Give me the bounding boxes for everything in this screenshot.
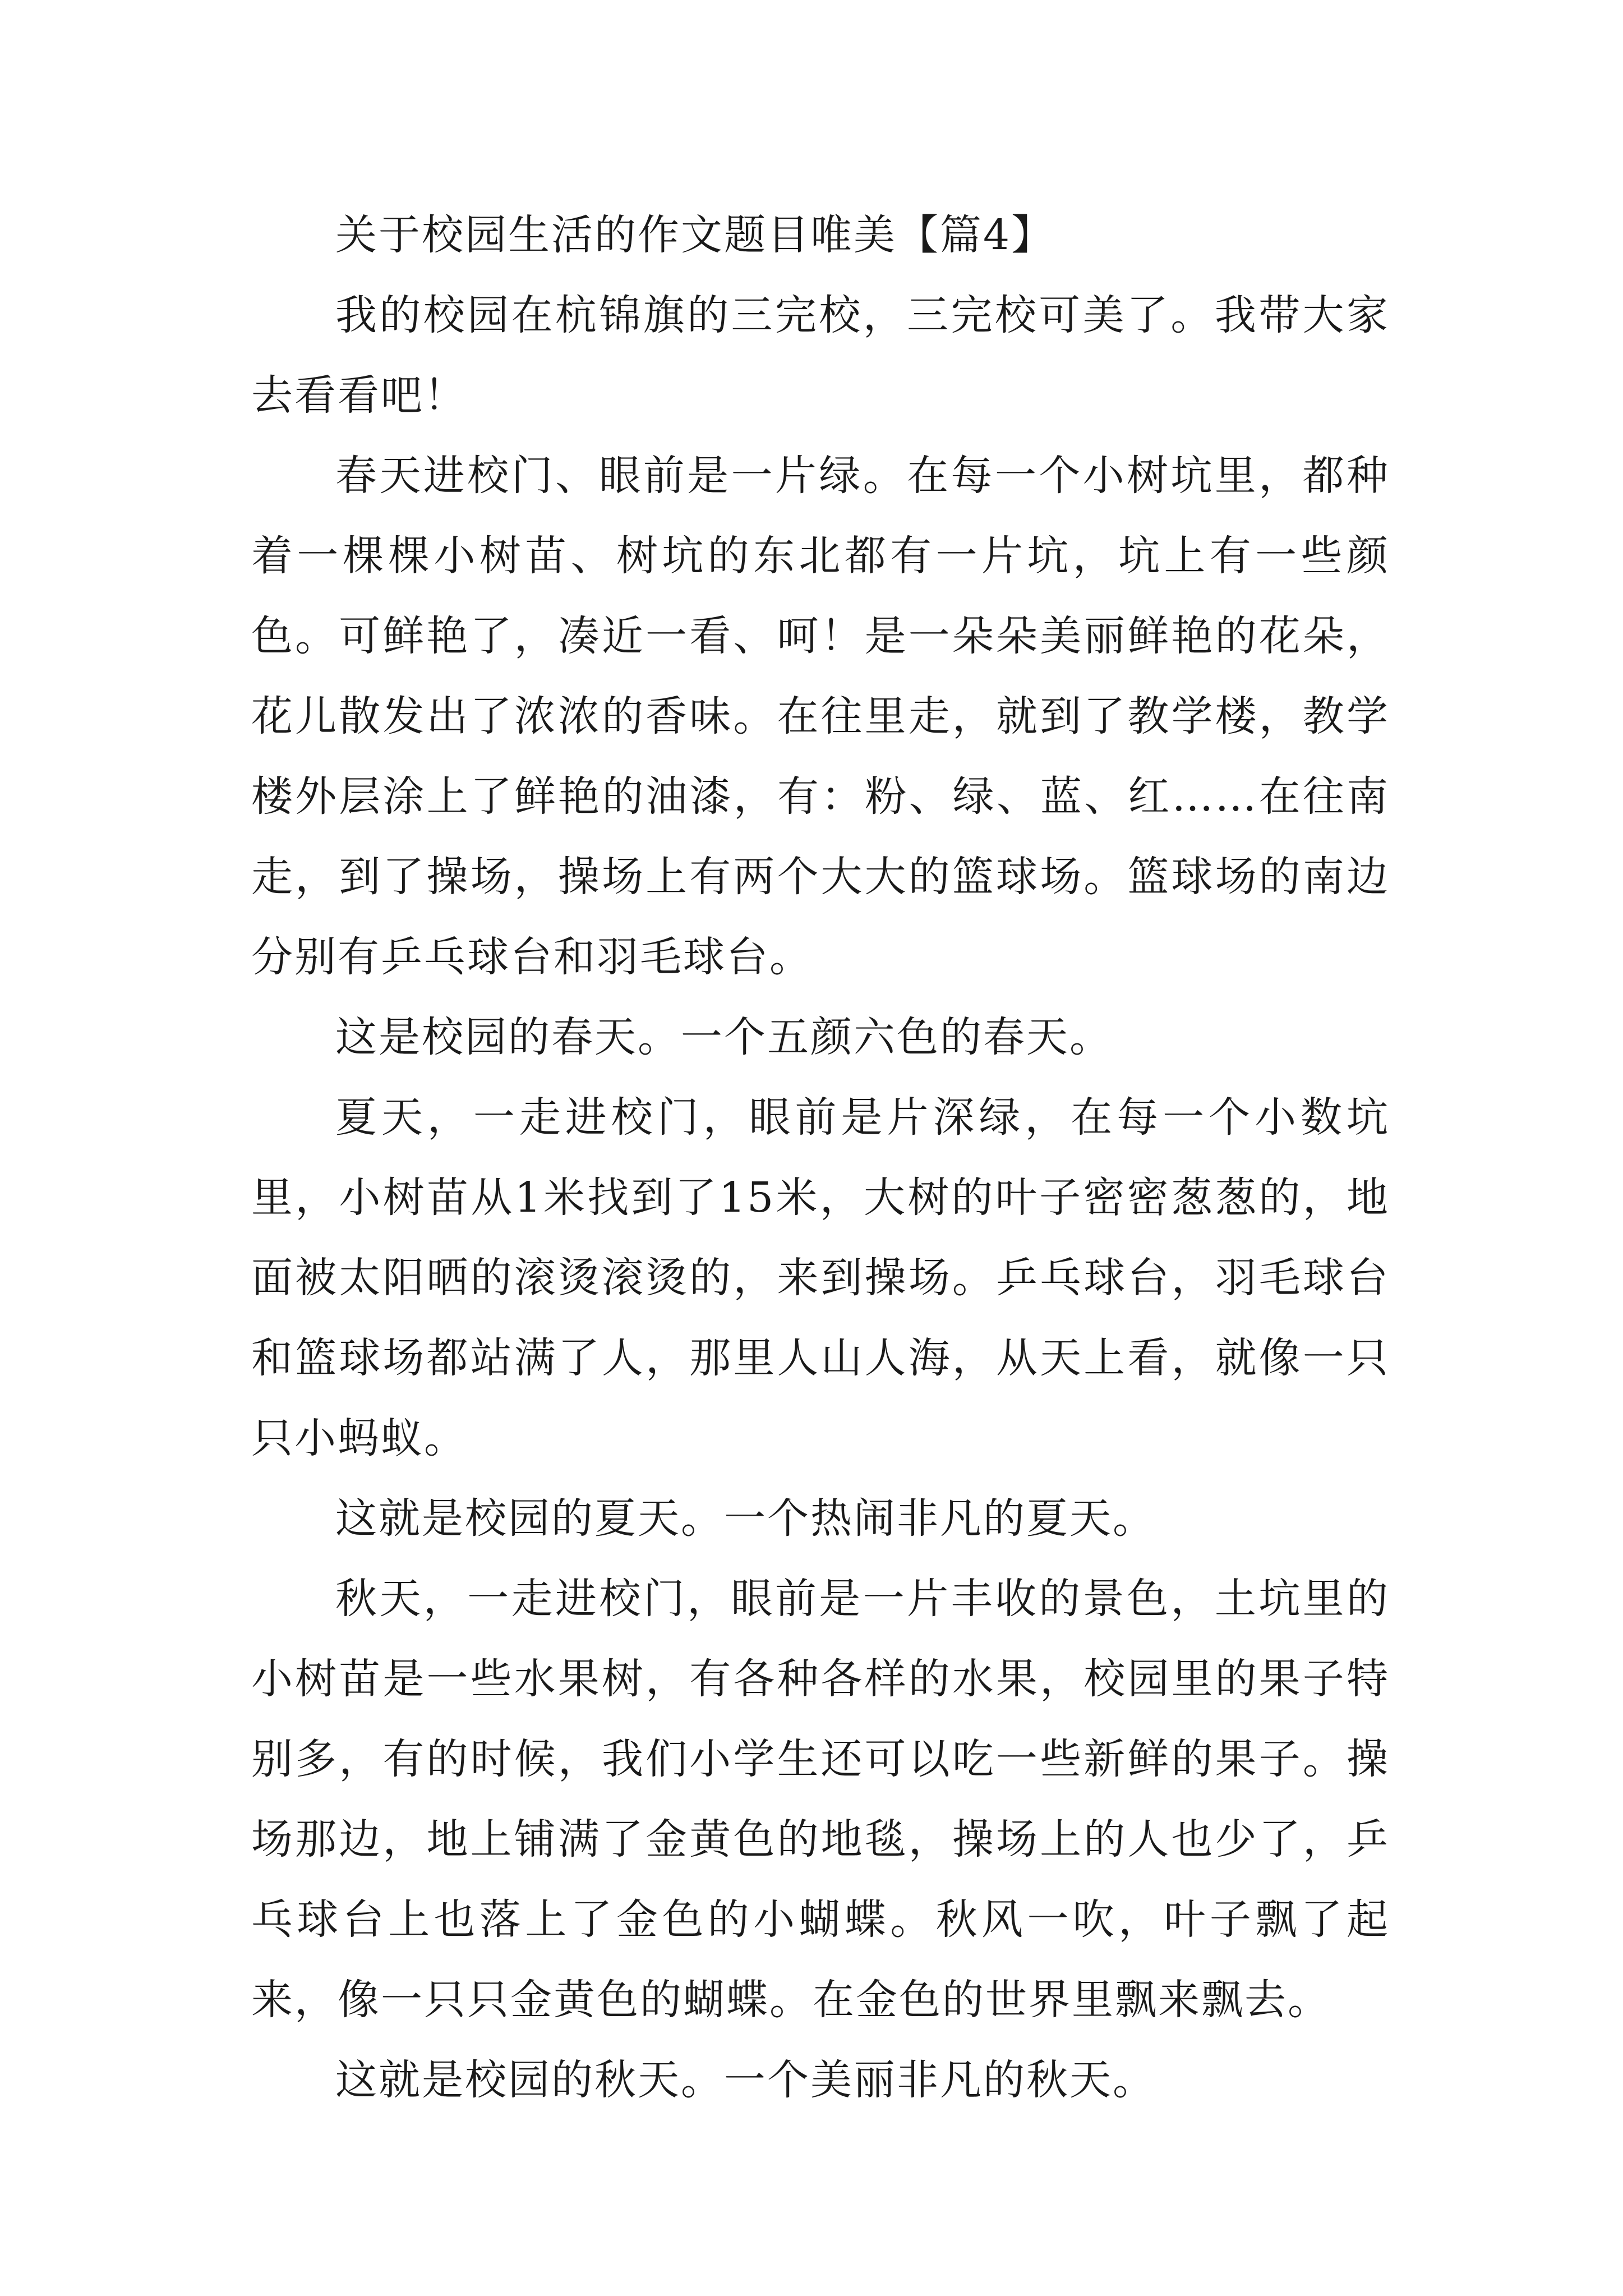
paragraph-intro: 我的校园在杭锦旗的三完校，三完校可美了。我带大家去看看吧！ [251,291,1390,420]
paragraph-summer-summary: 这就是校园的夏天。一个热闹非凡的夏天。 [335,1494,1156,1543]
document-body [251,195,1390,2120]
paragraph-autumn-summary: 这就是校园的秋天。一个美丽非凡的秋天。 [335,2056,1156,2104]
document-title: 关于校园生活的作文题目唯美【篇4】 [335,211,1055,259]
paragraph-summer: 夏天，一走进校门，眼前是片深绿，在每一个小数坑里，小树苗从1米找到了15米，大树的叶子密密葱葱的，地面被太阳晒的滚烫滚烫的，来到操场。乒乓球台，羽毛球台和篮球场都站满了人，那里人山人海，从天上看，就像一只只小蚂蚁。 [251,1093,1390,1462]
paragraph-spring-summary: 这是校园的春天。一个五颜六色的春天。 [335,1013,1113,1061]
paragraph-spring: 春天进校门、眼前是一片绿。在每一个小树坑里，都种着一棵棵小树苗、树坑的东北都有一片坑，坑上有一些颜色。可鲜艳了，凑近一看、呵！是一朵朵美丽鲜艳的花朵，花儿散发出了浓浓的香味。在往里走，就到了教学楼，教学楼外层涂上了鲜艳的油漆，有：粉、绿、蓝、红……在往南走，到了操场，操场上有两个大大的篮球场。篮球场的南边分别有乒乓球台和羽毛球台。 [251,452,1390,981]
paragraph-autumn: 秋天，一走进校门，眼前是一片丰收的景色，土坑里的小树苗是一些水果树，有各种各样的水果，校园里的果子特别多，有的时候，我们小学生还可以吃一些新鲜的果子。操场那边，地上铺满了金黄色的地毯，操场上的人也少了，乒乓球台上也落上了金色的小蝴蝶。秋风一吹，叶子飘了起来，像一只只金黄色的蝴蝶。在金色的世界里飘来飘去。 [251,1575,1390,2024]
